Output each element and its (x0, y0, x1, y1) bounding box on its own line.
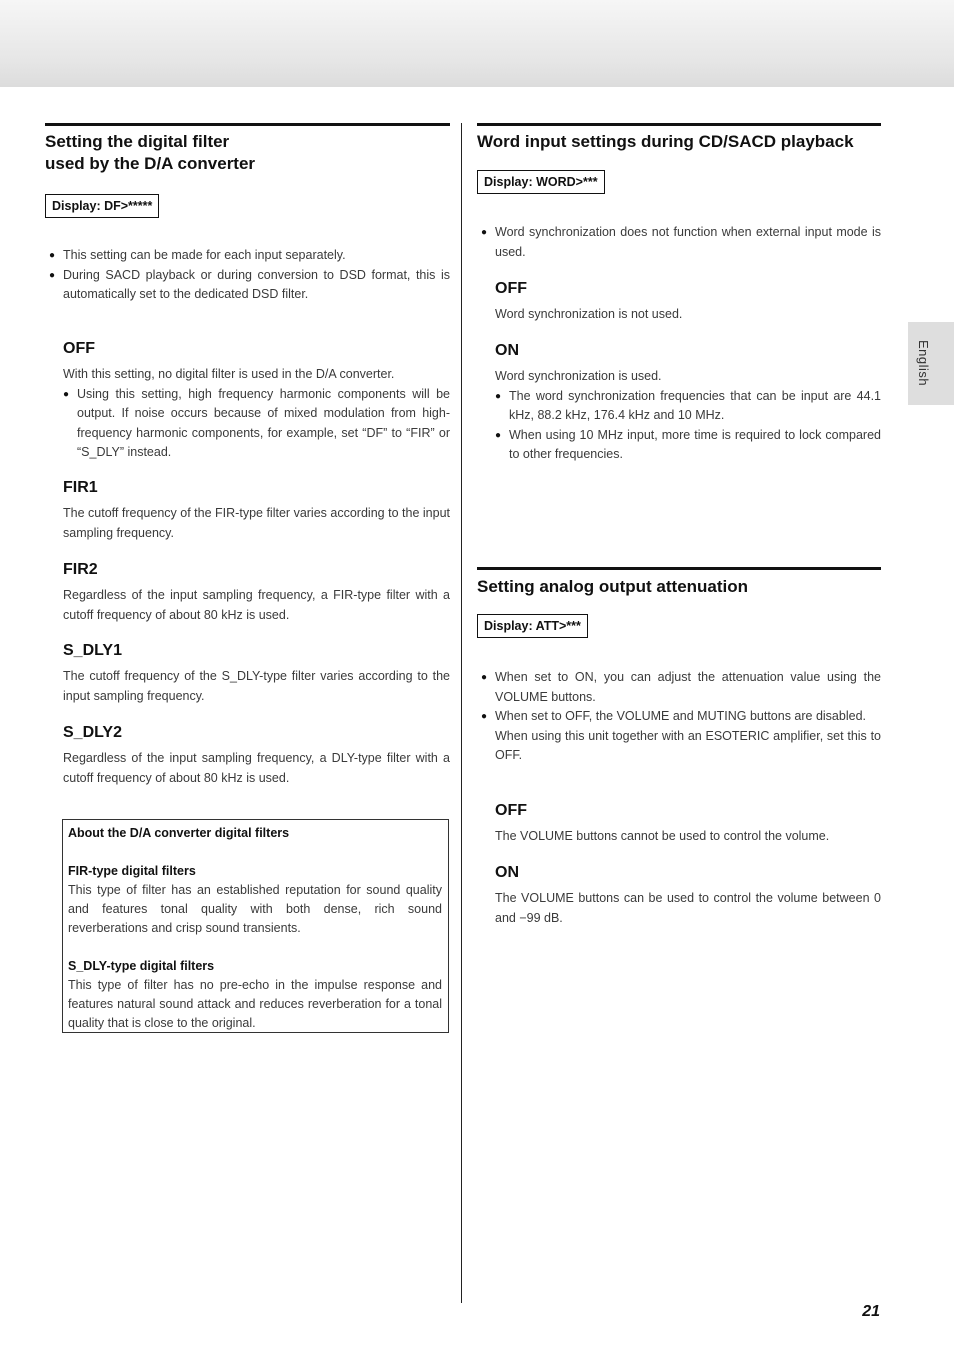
title: Setting analog output attenuation (477, 577, 749, 596)
list-item: ● When set to ON, you can adjust the attenuation value using the VOLUME buttons. (481, 670, 881, 704)
display-indicator-word: Display: WORD>*** (477, 170, 605, 194)
att-notes (481, 668, 881, 766)
box-sdly-heading: S_DLY-type digital filters (68, 959, 215, 973)
title-line-1: Setting the digital filter (45, 132, 230, 151)
option-fir1 (63, 478, 450, 543)
bullet-icon: ● (495, 390, 502, 402)
option-text: The cutoff frequency of the S_DLY-type filter varies according to the input sampling frequency. (63, 669, 450, 703)
title-line-2: used by the D/A converter (45, 154, 256, 173)
box-fir-heading: FIR-type digital filters (68, 864, 196, 878)
list-item: ● Using this setting, high frequency harmonic components will be output. If noise occurs because of mixed modulation from high-frequency harmonic components, for example, set “DF” to “FIR” or “S_DLY” instead. (63, 386, 450, 459)
option-fir2 (63, 560, 450, 625)
bullet-icon: ● (481, 227, 488, 238)
option-heading: FIR2 (63, 561, 98, 578)
section-title-digital-filter (45, 131, 450, 175)
option-text: Regardless of the input sampling frequency, a DLY-type filter with a cutoff frequency of about 80 kHz is used. (63, 751, 450, 785)
option-heading: OFF (495, 280, 527, 297)
option-heading: FIR1 (63, 479, 98, 496)
title: Word input settings during CD/SACD playback (477, 132, 854, 151)
bullet-icon: ● (49, 269, 56, 281)
option-text: Word synchronization is not used. (495, 307, 683, 321)
list-item: ● Word synchronization does not function when external input mode is used. (481, 225, 881, 259)
option-heading: ON (495, 342, 519, 359)
option-text: With this setting, no digital filter is used in the D/A converter. (63, 367, 395, 381)
word-option-on (495, 341, 881, 465)
list-item: ● When using 10 MHz input, more time is required to lock compared to other frequencies. (495, 427, 881, 461)
section-rule (45, 123, 450, 126)
filters-info-box (62, 819, 449, 1033)
box-sdly-text: This type of filter has no pre-echo in the impulse response and features natural sound attack and reduces reverberation for a tonal quality that is close to the original. (68, 978, 442, 1030)
page-number: 21 (862, 1303, 880, 1320)
option-text: The cutoff frequency of the FIR-type filter varies according to the input sampling frequency. (63, 506, 450, 540)
att-note: When using this unit together with an ESOTERIC amplifier, set this to OFF. (495, 728, 881, 762)
bullet-icon: ● (481, 711, 488, 722)
option-text: Regardless of the input sampling frequency, a FIR-type filter with a cutoff frequency of about 80 kHz is used. (63, 588, 450, 622)
bullet-icon: ● (49, 250, 56, 261)
bullet-icon: ● (481, 672, 488, 683)
option-heading: OFF (495, 802, 527, 819)
option-sdly2 (63, 723, 450, 788)
option-heading: S_DLY2 (63, 724, 122, 741)
option-text: The VOLUME buttons cannot be used to control the volume. (495, 829, 830, 843)
section-title-word (477, 131, 881, 153)
option-text: Word synchronization is used. (495, 369, 662, 383)
list-item: ● The word synchronization frequencies that can be input are 44.1 kHz, 88.2 kHz, 176.4 kHz and 10 MHz. (495, 388, 881, 422)
box-fir-text: This type of filter has an established reputation for sound quality and features tonal quality with both dense, rich sound reverberations and crisp sound transients. (68, 883, 442, 935)
column-divider (461, 123, 462, 1303)
language-label: English (916, 340, 931, 387)
word-option-off (495, 279, 881, 325)
language-tab (908, 322, 954, 405)
att-option-off (495, 801, 881, 847)
option-heading: ON (495, 864, 519, 881)
list-item: ● This setting can be made for each input separately. (49, 246, 450, 266)
header-band (0, 0, 954, 87)
section-rule (477, 567, 881, 570)
bullet-icon: ● (495, 429, 502, 441)
option-heading: OFF (63, 340, 95, 357)
box-title: About the D/A converter digital filters (68, 826, 290, 840)
section-rule (477, 123, 881, 126)
list-item: ● When set to OFF, the VOLUME and MUTING buttons are disabled. (481, 707, 881, 727)
bullet-icon: ● (63, 388, 70, 400)
section-title-attenuation (477, 576, 881, 598)
word-note (481, 223, 881, 262)
filter-notes (49, 246, 450, 305)
att-option-on (495, 863, 881, 928)
option-sdly1 (63, 641, 450, 706)
display-indicator-att: Display: ATT>*** (477, 614, 588, 638)
option-text: The VOLUME buttons can be used to control the volume between 0 and −99 dB. (495, 891, 881, 925)
display-indicator-df: Display: DF>***** (45, 194, 159, 218)
option-heading: S_DLY1 (63, 642, 122, 659)
option-off (63, 339, 450, 463)
list-item: ● During SACD playback or during conversion to DSD format, this is automatically set to the dedicated DSD filter. (49, 267, 450, 301)
